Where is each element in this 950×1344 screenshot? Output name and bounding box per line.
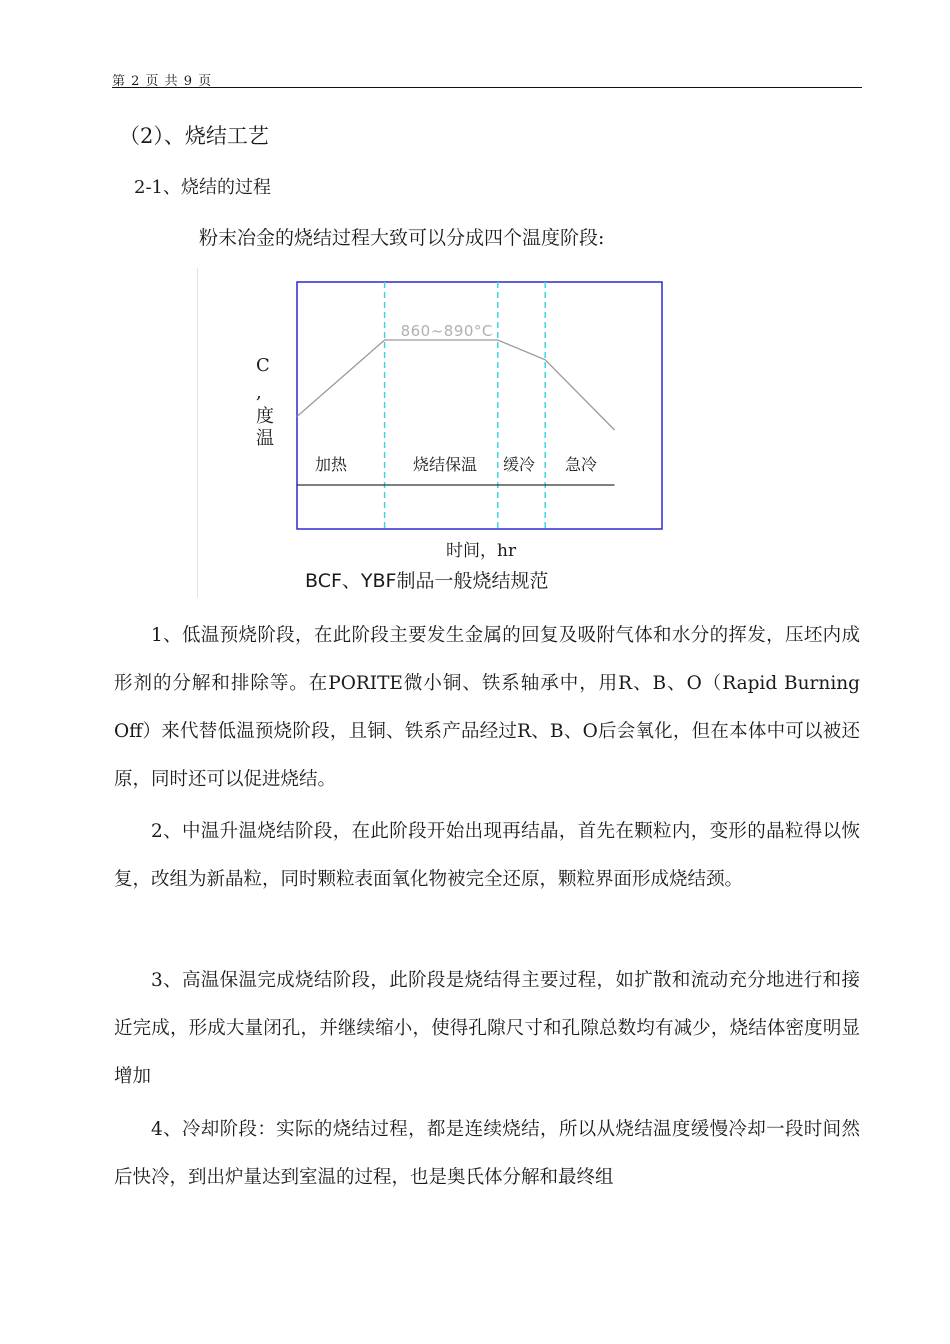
plateau-label: 860~890°C — [400, 322, 493, 340]
phase-boundaries — [385, 282, 546, 529]
phase-labels — [315, 455, 597, 474]
chart-frame — [297, 282, 662, 529]
y-axis-label-part-3: 度 — [256, 406, 274, 427]
y-axis-label-part-2: , — [256, 382, 262, 403]
phase-label-4: 急冷 — [565, 455, 598, 474]
header-rule — [112, 87, 862, 88]
intro-text: 粉末冶金的烧结过程大致可以分成四个温度阶段: — [199, 227, 605, 249]
temperature-curve — [297, 340, 615, 430]
paragraph-3: 3、高温保温完成烧结阶段，此阶段是烧结得主要过程，如扩散和流动充分地进行和接近完成，形成大量闭孔，并继续缩小，使得孔隙尺寸和孔隙总数均有减少，烧结体密度明显增加 — [114, 970, 860, 1087]
sintering-chart — [250, 270, 680, 570]
section-heading: （2）、烧结工艺 — [119, 124, 269, 148]
y-axis-label — [256, 355, 274, 449]
page-header: 第 2 页 共 9 页 — [112, 74, 213, 89]
paragraph-2: 2、中温升温烧结阶段，在此阶段开始出现再结晶，首先在颗粒内，变形的晶粒得以恢复，改组为新晶粒，同时颗粒表面氧化物被完全还原，颗粒界面形成烧结颈。 — [114, 821, 860, 890]
phase-label-3: 缓冷 — [503, 455, 536, 474]
x-axis-label: 时间，hr — [446, 541, 517, 561]
subsection-heading: 2-1、烧结的过程 — [134, 177, 271, 198]
paragraph-4: 4、冷却阶段：实际的烧结过程，都是连续烧结，所以从烧结温度缓慢冷却一段时间然后快冷，到出炉量达到室温的过程，也是奥氏体分解和最终组 — [114, 1119, 860, 1188]
phase-label-1: 加热 — [315, 455, 348, 474]
figure-caption: BCF、YBF制品一般烧结规范 — [305, 570, 549, 592]
y-axis-label-part-1: C — [256, 355, 270, 376]
y-axis-label-part-4: 温 — [256, 428, 274, 449]
paragraph-1: 1、低温预烧阶段，在此阶段主要发生金属的回复及吸附气体和水分的挥发，压坯内成形剂的分解和排除等。在PORITE微小铜、铁系轴承中，用R、B、O（Rapid Burning Off）来代替低温预烧阶段，且铜、铁系产品经过R、B、O后会氧化，但在本体中可以被还原，同时还可以促进烧结。 — [114, 625, 860, 790]
phase-label-2: 烧结保温 — [413, 455, 478, 474]
figure-margin-line — [197, 268, 198, 598]
